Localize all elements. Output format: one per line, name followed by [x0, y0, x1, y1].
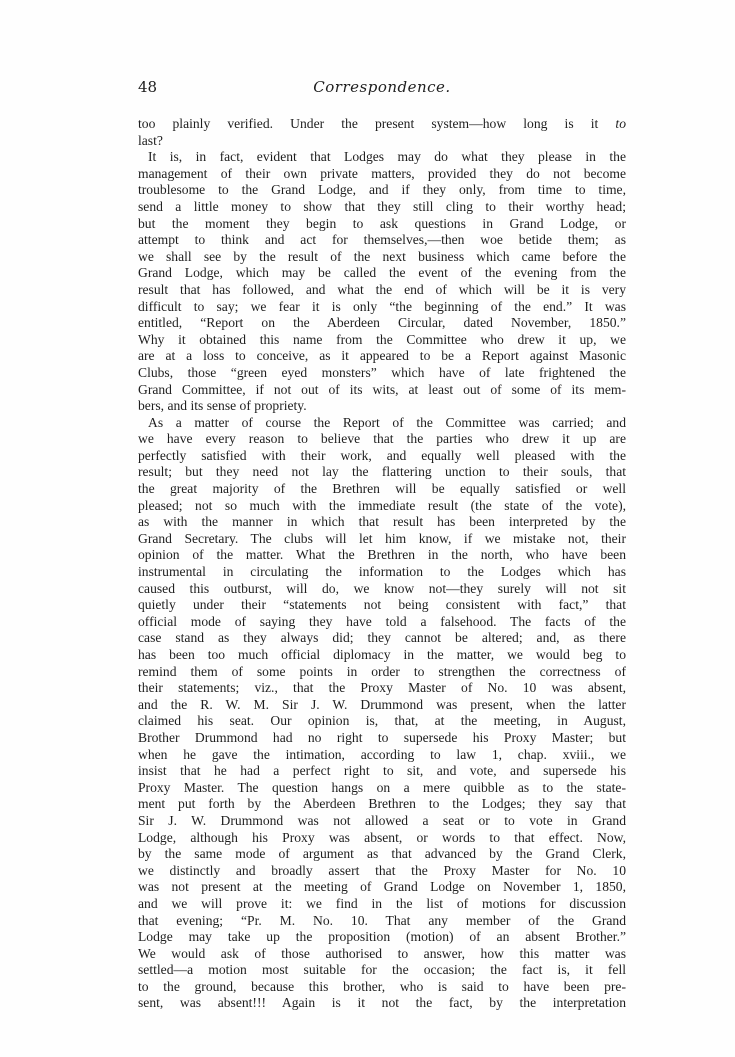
- text-line: Grand Lodge, which may be called the event of the evening from the: [138, 265, 626, 281]
- text-line: difficult to say; we fear it is only “the beginning of the end.” It was: [138, 298, 626, 314]
- text-line: attempt to think and act for themselves,—then woe betide them; as: [138, 232, 626, 248]
- text-line: and we will prove it: we find in the list of motions for discussion: [138, 895, 626, 911]
- text-line: Clubs, those “green eyed monsters” which have of late frightened the: [138, 364, 626, 380]
- text-line: It is, in fact, evident that Lodges may do what they please in the: [148, 149, 626, 165]
- text-line: settled—a motion most suitable for the occasion; the fact is, it fell: [138, 962, 626, 978]
- text-line: are at a loss to conceive, as it appeared to be a Report against Masonic: [138, 348, 626, 364]
- text-line: too plainly verified. Under the present system—how long is it to: [138, 116, 626, 131]
- text-line: opinion of the matter. What the Brethren in the north, who have been: [138, 547, 626, 563]
- text-line: quietly under their “statements not being consistent with fact,” that: [138, 597, 626, 613]
- text-line: as with the manner in which that result has been interpreted by the: [138, 514, 626, 530]
- text-line: ment put forth by the Aberdeen Brethren to the Lodges; they say that: [138, 796, 626, 812]
- text-line: management of their own private matters, provided they do not become: [138, 165, 626, 181]
- text-line: Sir J. W. Drummond was not allowed a seat or to vote in Grand: [138, 812, 626, 828]
- text-line: troublesome to the Grand Lodge, and if they only, from time to time,: [138, 182, 626, 198]
- text-line: As a matter of course the Report of the Committee was carried; and: [148, 414, 626, 430]
- text-line: sent, was absent!!! Again is it not the fact, by the interpretation: [138, 995, 626, 1011]
- text-line: remind them of some points in order to strengthen the correctness of: [138, 663, 626, 679]
- text-line: caused this outburst, will do, we know not—they surely will not sit: [138, 580, 626, 596]
- text-line: bers, and its sense of propriety.: [138, 398, 307, 414]
- text-line: perfectly satisfied with their work, and equally well pleased with the: [138, 447, 626, 463]
- text-line: that evening; “Pr. M. No. 10. That any member of the Grand: [138, 912, 626, 928]
- text-line: case stand as they always did; they cannot be altered; and, as there: [138, 630, 626, 646]
- text-line: their statements; viz., that the Proxy Master of No. 10 was absent,: [138, 680, 626, 696]
- page-number: 48: [138, 78, 158, 96]
- text-line: to the ground, because this brother, who is said to have been pre-: [138, 978, 626, 994]
- text-line: Lodge, although his Proxy was absent, or words to that effect. Now,: [138, 829, 626, 845]
- text-line: but the moment they begin to ask questions in Grand Lodge, or: [138, 215, 626, 231]
- text-line: pleased; not so much with the immediate result (the state of the vote),: [138, 497, 626, 513]
- text-line: instrumental in circulating the information to the Lodges which has: [138, 564, 626, 580]
- text-line: Grand Committee, if not out of its wits, at least out of some of its mem-: [138, 381, 626, 397]
- text-line: we shall see by the result of the next business which came before the: [138, 248, 626, 264]
- text-line: official mode of saying they have told a falsehood. The facts of the: [138, 613, 626, 629]
- page: [138, 78, 626, 1012]
- page-header: [138, 78, 626, 104]
- text-line: Proxy Master. The question hangs on a mere quibble as to the state-: [138, 779, 626, 795]
- text-line: we distinctly and broadly assert that the Proxy Master for No. 10: [138, 862, 626, 878]
- text-line: entitled, “Report on the Aberdeen Circular, dated November, 1850.”: [138, 315, 626, 331]
- text-line: send a little money to show that they still cling to their worthy head;: [138, 198, 626, 214]
- text-line: the great majority of the Brethren will be equally satisfied or well: [138, 481, 626, 497]
- text-line: last?: [138, 132, 163, 148]
- text-line: result; but they need not lay the flattering unction to their souls, that: [138, 464, 626, 480]
- text-line: Lodge may take up the proposition (motion) of an absent Brother.”: [138, 929, 626, 945]
- text-line: We would ask of those authorised to answer, how this matter was: [138, 945, 626, 961]
- text-line: we have every reason to believe that the parties who drew it up are: [138, 431, 626, 447]
- text-line: insist that he had a perfect right to sit, and vote, and supersede his: [138, 763, 626, 779]
- text-line: Grand Secretary. The clubs will let him know, if we mistake not, their: [138, 530, 626, 546]
- article-body: [138, 116, 626, 1012]
- running-title: Correspondence.: [313, 78, 451, 96]
- text-line: result that has followed, and what the end of which will be it is very: [138, 281, 626, 297]
- text-line: Why it obtained this name from the Committee who drew it up, we: [138, 331, 626, 347]
- text-line: was not present at the meeting of Grand Lodge on November 1, 1850,: [138, 879, 626, 895]
- text-line: has been too much official diplomacy in the matter, we would beg to: [138, 647, 626, 662]
- text-line: by the same mode of argument as that advanced by the Grand Clerk,: [138, 846, 626, 862]
- text-line: when he gave the intimation, according to law 1, chap. xviii., we: [138, 746, 626, 762]
- text-line: Brother Drummond had no right to supersede his Proxy Master; but: [138, 729, 626, 745]
- text-line: and the R. W. M. Sir J. W. Drummond was present, when the latter: [138, 696, 626, 712]
- text-line: claimed his seat. Our opinion is, that, at the meeting, in August,: [138, 713, 626, 729]
